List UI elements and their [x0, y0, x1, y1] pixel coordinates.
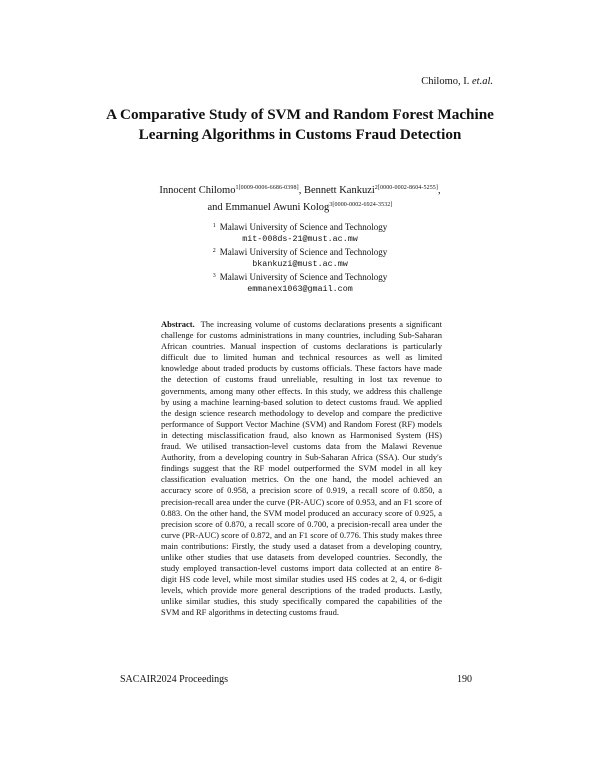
running-etal: et.al. — [472, 76, 493, 87]
affiliation-email[interactable]: emmanex1063@gmail.com — [247, 284, 353, 294]
author-orcid: 1[0009-0006-6686-0398] — [235, 185, 299, 191]
affiliation-list — [150, 220, 450, 295]
affiliation-email[interactable]: mit-008ds-21@must.ac.mw — [242, 234, 358, 244]
author-name: Emmanuel Awuni Kolog — [225, 202, 330, 213]
author-list: Innocent Chilomo$^{1[0009-0006-6686-0398]}$, Bennett Kankuzi$^{2[0000-0002-8604-5255]}$, and Emmanuel Awuni Kolog$^{3[0000-0002-6924-3532]}$ — [159, 185, 441, 213]
running-author: Chilomo, I. — [421, 76, 470, 87]
running-head — [421, 75, 493, 88]
author-orcid: 3[0000-0002-6924-3532] — [329, 202, 393, 208]
abstract-text: The increasing volume of customs declarations presents a significant challenge for customs administrations in many countries, including Sub-Saharan African countries. Manual inspection of customs declarations is particularly difficult due to limited human and technical resources as well as limited knowledge about traded products by customs officials. These factors have made the detection of customs fraud unreliable, resulting in lost tax revenue to governments, among many other effects. In this study, we address this challenge by using a machine learning-based solution to detect customs fraud. We applied the design science research methodology to develop and compare the predictive performance of Support Vector Machine (SVM) and Random Forest (RF) models in detecting misclassification fraud, also known as Harmonised System (HS) fraud. We utilised transaction-level customs data from the Malawi Revenue Authority, from a developing country in Sub-Saharan Africa (SSA). Our study's findings suggest that the RF model outperformed the SVM model in all key classification evaluation metrics. On the one hand, the model achieved an accuracy score of 0.958, a precision score of 0.919, a recall score of 0.850, a precision-recall area under the curve (PR-AUC) score of 0.953, and an F1 score of 0.883. On the other hand, the SVM model produced an accuracy score of 0.925, a precision score of 0.870, a recall score of 0.700, a precision-recall area under the curve (PR-AUC) score of 0.872, and an F1 score of 0.776. This study makes three main contributions: Firstly, the study used a dataset from a developing country, unlike other studies that use datasets from developed countries. Secondly, the study employed transaction-level customs import data collected at an entire 8-digit HS code level, while most similar studies used HS codes at 2, 4, or 6-digit levels, which provide more general descriptions of the traded products. Lastly, unlike similar studies, this study specifically compared the capabilities of the SVM and RF algorithms in detecting customs fraud. — [161, 319, 442, 618]
footer-proceedings: SACAIR2024 Proceedings — [120, 674, 229, 685]
page-number: 190 — [457, 674, 472, 685]
author-orcid: 2[0000-0002-8604-5255] — [374, 185, 438, 191]
abstract — [161, 319, 442, 619]
abstract-label: Abstract. — [161, 319, 195, 329]
author-name: Innocent Chilomo — [159, 185, 236, 196]
affiliation: $^3$ Malawi University of Science and Technology — [212, 272, 388, 282]
affiliation: $^1$ Malawi University of Science and Technology — [212, 222, 388, 232]
author-name: Bennett Kankuzi — [303, 185, 375, 196]
paper-title: A Comparative Study of SVM and Random Forest Machine Learning Algorithms in Customs Fraud Detection — [106, 106, 494, 143]
affiliation-email[interactable]: bkankuzi@must.ac.mw — [252, 259, 348, 269]
affiliation: $^2$ Malawi University of Science and Technology — [212, 247, 388, 257]
